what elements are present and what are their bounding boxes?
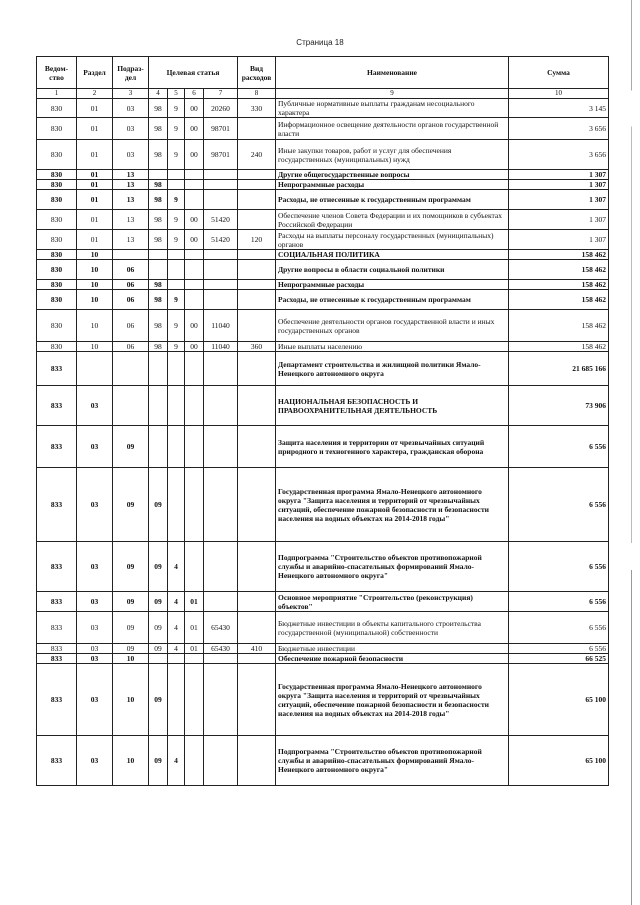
table-row bbox=[37, 664, 609, 736]
cell-direction bbox=[204, 468, 238, 542]
cell-event bbox=[185, 250, 204, 260]
cell-podrazdel: 06 bbox=[113, 290, 149, 310]
cell-razdel: 03 bbox=[77, 664, 113, 736]
cell-subprogram bbox=[168, 250, 185, 260]
cell-direction: 98701 bbox=[204, 118, 238, 140]
table-row bbox=[37, 290, 609, 310]
cell-subprogram: 9 bbox=[168, 230, 185, 250]
cell-program: 98 bbox=[149, 290, 168, 310]
cell-vedomstvo: 830 bbox=[37, 310, 77, 342]
cell-sum: 6 556 bbox=[509, 592, 609, 612]
cell-vedomstvo: 830 bbox=[37, 230, 77, 250]
cell-subprogram bbox=[168, 180, 185, 190]
cell-podrazdel bbox=[113, 386, 149, 426]
cell-podrazdel bbox=[113, 250, 149, 260]
cell-razdel: 10 bbox=[77, 280, 113, 290]
cell-subprogram: 4 bbox=[168, 542, 185, 592]
cell-vid-rashodov bbox=[238, 386, 276, 426]
cell-podrazdel: 09 bbox=[113, 612, 149, 644]
header-row bbox=[37, 57, 609, 89]
cell-program: 09 bbox=[149, 644, 168, 654]
cell-vid-rashodov bbox=[238, 118, 276, 140]
cell-event bbox=[185, 736, 204, 786]
cell-name: Подпрограмма "Строительство объектов противопожарной службы и аварийно-спасательных формирований Ямало-Ненецкого автономного округа" bbox=[276, 542, 509, 592]
index-cell: 5 bbox=[168, 89, 185, 99]
table-row bbox=[37, 342, 609, 352]
cell-name: Основное мероприятие "Строительство (реконструкция) объектов" bbox=[276, 592, 509, 612]
cell-razdel: 01 bbox=[77, 99, 113, 118]
cell-event: 00 bbox=[185, 118, 204, 140]
cell-program: 98 bbox=[149, 280, 168, 290]
cell-name: Государственная программа Ямало-Ненецкого автономного округа "Защита населения и территорий от чрезвычайных ситуаций, обеспечение пожарной безопасности и безопасности населения на водных объектах на 2014-2018 годы" bbox=[276, 468, 509, 542]
cell-vid-rashodov bbox=[238, 180, 276, 190]
table-row bbox=[37, 118, 609, 140]
cell-podrazdel: 13 bbox=[113, 210, 149, 230]
cell-razdel: 03 bbox=[77, 654, 113, 664]
budget-table bbox=[36, 56, 609, 786]
cell-subprogram: 9 bbox=[168, 210, 185, 230]
cell-direction: 65430 bbox=[204, 612, 238, 644]
cell-vid-rashodov bbox=[238, 736, 276, 786]
cell-vid-rashodov bbox=[238, 352, 276, 386]
cell-podrazdel: 06 bbox=[113, 260, 149, 280]
cell-name: Подпрограмма "Строительство объектов противопожарной службы и аварийно-спасательных формирований Ямало-Ненецкого автономного округа" bbox=[276, 736, 509, 786]
table-row bbox=[37, 170, 609, 180]
cell-program: 98 bbox=[149, 210, 168, 230]
cell-vedomstvo: 830 bbox=[37, 280, 77, 290]
cell-event bbox=[185, 260, 204, 280]
cell-razdel: 03 bbox=[77, 736, 113, 786]
cell-podrazdel: 10 bbox=[113, 664, 149, 736]
cell-vid-rashodov bbox=[238, 280, 276, 290]
cell-event: 00 bbox=[185, 230, 204, 250]
cell-program: 09 bbox=[149, 468, 168, 542]
cell-program: 98 bbox=[149, 310, 168, 342]
cell-razdel: 01 bbox=[77, 140, 113, 170]
cell-event bbox=[185, 426, 204, 468]
cell-event bbox=[185, 190, 204, 210]
cell-sum: 3 656 bbox=[509, 118, 609, 140]
cell-razdel: 03 bbox=[77, 426, 113, 468]
cell-direction: 98701 bbox=[204, 140, 238, 170]
cell-program: 09 bbox=[149, 592, 168, 612]
cell-razdel: 03 bbox=[77, 468, 113, 542]
cell-program bbox=[149, 654, 168, 664]
table-row bbox=[37, 190, 609, 210]
cell-vid-rashodov bbox=[238, 612, 276, 644]
table-row bbox=[37, 230, 609, 250]
cell-subprogram bbox=[168, 386, 185, 426]
cell-razdel: 10 bbox=[77, 260, 113, 280]
cell-razdel: 01 bbox=[77, 180, 113, 190]
cell-direction: 51420 bbox=[204, 210, 238, 230]
cell-direction: 65430 bbox=[204, 644, 238, 654]
cell-direction bbox=[204, 542, 238, 592]
cell-vedomstvo: 833 bbox=[37, 612, 77, 644]
cell-subprogram: 9 bbox=[168, 99, 185, 118]
cell-event bbox=[185, 180, 204, 190]
cell-vid-rashodov bbox=[238, 664, 276, 736]
cell-direction bbox=[204, 654, 238, 664]
cell-subprogram: 9 bbox=[168, 190, 185, 210]
cell-vedomstvo: 830 bbox=[37, 250, 77, 260]
cell-direction bbox=[204, 170, 238, 180]
cell-program: 98 bbox=[149, 140, 168, 170]
index-row bbox=[37, 89, 609, 99]
cell-name: Государственная программа Ямало-Ненецкого автономного округа "Защита населения и территорий от чрезвычайных ситуаций, обеспечение пожарной безопасности и безопасности населения на водных объектах на 2014-2018 годы" bbox=[276, 664, 509, 736]
cell-podrazdel: 09 bbox=[113, 426, 149, 468]
cell-program: 98 bbox=[149, 118, 168, 140]
cell-razdel bbox=[77, 352, 113, 386]
cell-vedomstvo: 830 bbox=[37, 99, 77, 118]
cell-sum: 158 462 bbox=[509, 342, 609, 352]
cell-subprogram bbox=[168, 260, 185, 280]
cell-sum: 1 307 bbox=[509, 190, 609, 210]
cell-event bbox=[185, 352, 204, 386]
cell-vid-rashodov: 120 bbox=[238, 230, 276, 250]
cell-direction bbox=[204, 592, 238, 612]
page-header: Страница 18 bbox=[296, 38, 344, 47]
cell-event bbox=[185, 386, 204, 426]
cell-vid-rashodov bbox=[238, 190, 276, 210]
table-row bbox=[37, 180, 609, 190]
cell-sum: 6 556 bbox=[509, 468, 609, 542]
cell-name: Информационное освещение деятельности органов государственной власти bbox=[276, 118, 509, 140]
cell-razdel: 01 bbox=[77, 190, 113, 210]
cell-name: Расходы, не отнесенные к государственным программам bbox=[276, 290, 509, 310]
cell-name: Обеспечение деятельности органов государственной власти и иных государственных органов bbox=[276, 310, 509, 342]
cell-direction bbox=[204, 250, 238, 260]
cell-sum: 3 145 bbox=[509, 99, 609, 118]
cell-podrazdel: 03 bbox=[113, 140, 149, 170]
cell-sum: 65 100 bbox=[509, 736, 609, 786]
cell-vid-rashodov bbox=[238, 210, 276, 230]
cell-program: 09 bbox=[149, 736, 168, 786]
cell-vedomstvo: 830 bbox=[37, 170, 77, 180]
cell-program bbox=[149, 260, 168, 280]
cell-program: 98 bbox=[149, 190, 168, 210]
cell-podrazdel: 03 bbox=[113, 99, 149, 118]
cell-vedomstvo: 833 bbox=[37, 542, 77, 592]
cell-razdel: 01 bbox=[77, 170, 113, 180]
index-cell: 1 bbox=[37, 89, 77, 99]
cell-sum: 1 307 bbox=[509, 170, 609, 180]
table-row bbox=[37, 426, 609, 468]
col-name: Наименование bbox=[276, 57, 509, 89]
cell-vedomstvo: 830 bbox=[37, 342, 77, 352]
cell-razdel: 03 bbox=[77, 612, 113, 644]
cell-vedomstvo: 833 bbox=[37, 592, 77, 612]
cell-name: Бюджетные инвестиции bbox=[276, 644, 509, 654]
cell-sum: 1 307 bbox=[509, 230, 609, 250]
cell-subprogram: 4 bbox=[168, 644, 185, 654]
cell-razdel: 10 bbox=[77, 250, 113, 260]
cell-vid-rashodov bbox=[238, 170, 276, 180]
table-row bbox=[37, 280, 609, 290]
cell-subprogram bbox=[168, 664, 185, 736]
cell-direction bbox=[204, 260, 238, 280]
cell-vid-rashodov bbox=[238, 468, 276, 542]
cell-subprogram bbox=[168, 280, 185, 290]
table-row bbox=[37, 612, 609, 644]
table-row bbox=[37, 99, 609, 118]
cell-podrazdel: 09 bbox=[113, 592, 149, 612]
table-row bbox=[37, 310, 609, 342]
cell-direction: 11040 bbox=[204, 310, 238, 342]
table-row bbox=[37, 140, 609, 170]
table-row bbox=[37, 210, 609, 230]
index-cell: 6 bbox=[185, 89, 204, 99]
cell-razdel: 10 bbox=[77, 290, 113, 310]
cell-vid-rashodov: 330 bbox=[238, 99, 276, 118]
cell-sum: 6 556 bbox=[509, 426, 609, 468]
table-row bbox=[37, 736, 609, 786]
cell-name: Другие вопросы в области социальной политики bbox=[276, 260, 509, 280]
cell-podrazdel: 13 bbox=[113, 180, 149, 190]
cell-podrazdel bbox=[113, 352, 149, 386]
cell-podrazdel: 13 bbox=[113, 170, 149, 180]
cell-vid-rashodov bbox=[238, 260, 276, 280]
cell-vedomstvo: 833 bbox=[37, 468, 77, 542]
cell-name: Расходы на выплаты персоналу государственных (муниципальных) органов bbox=[276, 230, 509, 250]
cell-subprogram: 4 bbox=[168, 592, 185, 612]
cell-name: Обеспечение пожарной безопасности bbox=[276, 654, 509, 664]
cell-sum: 158 462 bbox=[509, 260, 609, 280]
table-row bbox=[37, 468, 609, 542]
cell-event bbox=[185, 290, 204, 310]
cell-vedomstvo: 833 bbox=[37, 386, 77, 426]
cell-vid-rashodov bbox=[238, 310, 276, 342]
cell-sum: 3 656 bbox=[509, 140, 609, 170]
cell-vid-rashodov bbox=[238, 426, 276, 468]
cell-name: Иные закупки товаров, работ и услуг для обеспечения государственных (муниципальных) нужд bbox=[276, 140, 509, 170]
index-cell: 10 bbox=[509, 89, 609, 99]
cell-sum: 65 100 bbox=[509, 664, 609, 736]
cell-direction bbox=[204, 426, 238, 468]
cell-program: 98 bbox=[149, 180, 168, 190]
cell-event: 01 bbox=[185, 592, 204, 612]
cell-sum: 158 462 bbox=[509, 250, 609, 260]
cell-sum: 66 525 bbox=[509, 654, 609, 664]
index-cell: 3 bbox=[113, 89, 149, 99]
cell-sum: 158 462 bbox=[509, 290, 609, 310]
cell-podrazdel: 09 bbox=[113, 468, 149, 542]
cell-program: 09 bbox=[149, 612, 168, 644]
cell-name: Непрограммные расходы bbox=[276, 280, 509, 290]
table-row bbox=[37, 250, 609, 260]
cell-vedomstvo: 833 bbox=[37, 736, 77, 786]
cell-vedomstvo: 830 bbox=[37, 190, 77, 210]
cell-name: Иные выплаты населению bbox=[276, 342, 509, 352]
cell-subprogram: 9 bbox=[168, 342, 185, 352]
cell-event: 00 bbox=[185, 140, 204, 170]
scan-edge-line bbox=[631, 0, 632, 905]
cell-event: 01 bbox=[185, 644, 204, 654]
cell-podrazdel: 03 bbox=[113, 118, 149, 140]
cell-razdel: 10 bbox=[77, 310, 113, 342]
cell-subprogram bbox=[168, 468, 185, 542]
cell-direction: 11040 bbox=[204, 342, 238, 352]
cell-direction bbox=[204, 736, 238, 786]
cell-sum: 158 462 bbox=[509, 280, 609, 290]
cell-razdel: 03 bbox=[77, 542, 113, 592]
cell-event: 00 bbox=[185, 342, 204, 352]
cell-sum: 158 462 bbox=[509, 310, 609, 342]
cell-program: 09 bbox=[149, 664, 168, 736]
cell-program bbox=[149, 386, 168, 426]
table-row bbox=[37, 644, 609, 654]
col-razdel: Раздел bbox=[77, 57, 113, 89]
cell-name: Непрограммные расходы bbox=[276, 180, 509, 190]
cell-podrazdel: 13 bbox=[113, 230, 149, 250]
cell-name: НАЦИОНАЛЬНАЯ БЕЗОПАСНОСТЬ И ПРАВООХРАНИТЕЛЬНАЯ ДЕЯТЕЛЬНОСТЬ bbox=[276, 386, 509, 426]
cell-event bbox=[185, 280, 204, 290]
cell-name: Защита населения и территории от чрезвычайных ситуаций природного и техногенного характера, гражданская оборона bbox=[276, 426, 509, 468]
cell-podrazdel: 06 bbox=[113, 310, 149, 342]
cell-event bbox=[185, 664, 204, 736]
cell-subprogram bbox=[168, 654, 185, 664]
cell-name: Расходы, не отнесенные к государственным программам bbox=[276, 190, 509, 210]
index-cell: 8 bbox=[238, 89, 276, 99]
index-cell: 2 bbox=[77, 89, 113, 99]
cell-podrazdel: 10 bbox=[113, 654, 149, 664]
cell-podrazdel: 09 bbox=[113, 644, 149, 654]
cell-vedomstvo: 830 bbox=[37, 118, 77, 140]
index-cell: 9 bbox=[276, 89, 509, 99]
cell-program: 98 bbox=[149, 342, 168, 352]
cell-direction: 51420 bbox=[204, 230, 238, 250]
col-vid: Вид расходов bbox=[238, 57, 276, 89]
cell-podrazdel: 09 bbox=[113, 542, 149, 592]
cell-subprogram: 9 bbox=[168, 140, 185, 170]
cell-direction bbox=[204, 290, 238, 310]
cell-name: СОЦИАЛЬНАЯ ПОЛИТИКА bbox=[276, 250, 509, 260]
cell-razdel: 03 bbox=[77, 592, 113, 612]
cell-name: Обеспечение членов Совета Федерации и их помощников в субъектах Российской Федерации bbox=[276, 210, 509, 230]
cell-direction bbox=[204, 180, 238, 190]
cell-subprogram bbox=[168, 352, 185, 386]
cell-name: Публичные нормативные выплаты гражданам несоциального характера bbox=[276, 99, 509, 118]
cell-event bbox=[185, 654, 204, 664]
cell-subprogram: 9 bbox=[168, 118, 185, 140]
cell-vedomstvo: 833 bbox=[37, 426, 77, 468]
cell-vid-rashodov bbox=[238, 592, 276, 612]
col-sum: Сумма bbox=[509, 57, 609, 89]
table-row bbox=[37, 386, 609, 426]
cell-vid-rashodov: 410 bbox=[238, 644, 276, 654]
cell-vedomstvo: 833 bbox=[37, 664, 77, 736]
cell-sum: 1 307 bbox=[509, 180, 609, 190]
cell-program bbox=[149, 352, 168, 386]
cell-razdel: 03 bbox=[77, 386, 113, 426]
cell-razdel: 01 bbox=[77, 118, 113, 140]
cell-vid-rashodov bbox=[238, 542, 276, 592]
cell-sum: 73 906 bbox=[509, 386, 609, 426]
table-row bbox=[37, 352, 609, 386]
cell-sum: 6 556 bbox=[509, 644, 609, 654]
cell-vid-rashodov bbox=[238, 290, 276, 310]
cell-program: 09 bbox=[149, 542, 168, 592]
cell-name: Бюджетные инвестиции в объекты капитального строительства государственной (муниципальной) собственности bbox=[276, 612, 509, 644]
cell-sum: 6 556 bbox=[509, 542, 609, 592]
cell-subprogram bbox=[168, 426, 185, 468]
cell-podrazdel: 13 bbox=[113, 190, 149, 210]
cell-program bbox=[149, 426, 168, 468]
cell-direction: 20260 bbox=[204, 99, 238, 118]
cell-program bbox=[149, 250, 168, 260]
cell-vid-rashodov: 240 bbox=[238, 140, 276, 170]
cell-name: Другие общегосударственные вопросы bbox=[276, 170, 509, 180]
col-vedomstvo: Ведом-ство bbox=[37, 57, 77, 89]
cell-program: 98 bbox=[149, 230, 168, 250]
cell-program: 98 bbox=[149, 99, 168, 118]
cell-podrazdel: 06 bbox=[113, 280, 149, 290]
cell-sum: 21 685 166 bbox=[509, 352, 609, 386]
cell-program bbox=[149, 170, 168, 180]
cell-subprogram bbox=[168, 170, 185, 180]
cell-sum: 1 307 bbox=[509, 210, 609, 230]
cell-direction bbox=[204, 664, 238, 736]
cell-vedomstvo: 833 bbox=[37, 352, 77, 386]
cell-vedomstvo: 830 bbox=[37, 180, 77, 190]
cell-razdel: 03 bbox=[77, 644, 113, 654]
col-celevaya: Целевая статья bbox=[149, 57, 238, 89]
cell-event: 00 bbox=[185, 310, 204, 342]
cell-event bbox=[185, 468, 204, 542]
cell-subprogram: 4 bbox=[168, 612, 185, 644]
table-row bbox=[37, 592, 609, 612]
cell-subprogram: 9 bbox=[168, 290, 185, 310]
cell-razdel: 01 bbox=[77, 210, 113, 230]
cell-direction bbox=[204, 280, 238, 290]
cell-podrazdel: 10 bbox=[113, 736, 149, 786]
index-cell: 7 bbox=[204, 89, 238, 99]
cell-direction bbox=[204, 190, 238, 210]
cell-razdel: 01 bbox=[77, 230, 113, 250]
col-podrazdel: Подраз-дел bbox=[113, 57, 149, 89]
cell-vedomstvo: 830 bbox=[37, 140, 77, 170]
cell-razdel: 10 bbox=[77, 342, 113, 352]
cell-vedomstvo: 833 bbox=[37, 654, 77, 664]
cell-vid-rashodov bbox=[238, 250, 276, 260]
cell-event: 00 bbox=[185, 99, 204, 118]
cell-subprogram: 4 bbox=[168, 736, 185, 786]
cell-name: Департамент строительства и жилищной политики Ямало-Ненецкого автономного округа bbox=[276, 352, 509, 386]
cell-podrazdel: 06 bbox=[113, 342, 149, 352]
cell-event bbox=[185, 542, 204, 592]
cell-event bbox=[185, 170, 204, 180]
table-row bbox=[37, 654, 609, 664]
cell-sum: 6 556 bbox=[509, 612, 609, 644]
cell-event: 00 bbox=[185, 210, 204, 230]
index-cell: 4 bbox=[149, 89, 168, 99]
cell-vedomstvo: 833 bbox=[37, 644, 77, 654]
cell-vedomstvo: 830 bbox=[37, 260, 77, 280]
cell-event: 01 bbox=[185, 612, 204, 644]
cell-direction bbox=[204, 352, 238, 386]
cell-direction bbox=[204, 386, 238, 426]
cell-vedomstvo: 830 bbox=[37, 290, 77, 310]
cell-vid-rashodov: 360 bbox=[238, 342, 276, 352]
table-row bbox=[37, 542, 609, 592]
table-row bbox=[37, 260, 609, 280]
cell-vid-rashodov bbox=[238, 654, 276, 664]
cell-subprogram: 9 bbox=[168, 310, 185, 342]
cell-vedomstvo: 830 bbox=[37, 210, 77, 230]
